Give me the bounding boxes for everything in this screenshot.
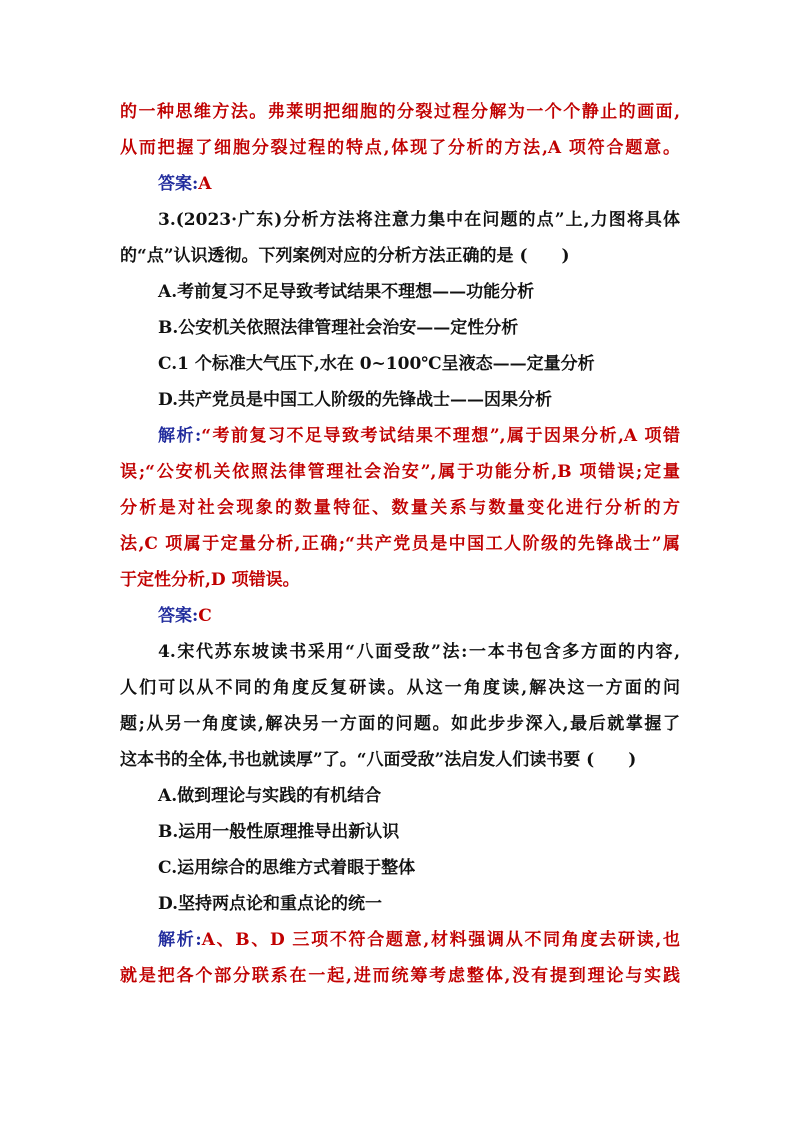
answer-label: 答案: <box>158 174 199 194</box>
option-d: D.坚持两点论和重点论的统一 <box>158 894 383 914</box>
option-c: C.运用综合的思维方式着眼于整体 <box>158 858 416 878</box>
analysis-line: 于定性分析,D 项错误。 <box>120 570 300 590</box>
explanation-line: 的一种思维方法。弗莱明把细胞的分裂过程分解为一个个静止的画面, <box>120 102 680 122</box>
analysis-label: 解析: <box>158 426 202 446</box>
analysis-line: 法,C 项属于定量分析,正确;“共产党员是中国工人阶级的先锋战士”属 <box>120 534 680 554</box>
option-d: D.共产党员是中国工人阶级的先锋战士——因果分析 <box>158 390 553 410</box>
answer-line <box>120 598 680 634</box>
document-page <box>120 94 680 994</box>
analysis-label: 解析: <box>158 930 202 950</box>
option-b: B.运用一般性原理推导出新认识 <box>158 822 400 842</box>
explanation-line: 从而把握了细胞分裂过程的特点,体现了分析的方法,A 项符合题意。 <box>120 138 680 158</box>
question-stem-line: 3.(2023·广东)分析方法将注意力集中在问题的点”上,力图将具体 <box>158 210 680 230</box>
answer-value: C <box>198 606 212 626</box>
answer-value: A <box>198 174 212 194</box>
analysis-line: 就是把各个部分联系在一起,进而统筹考虑整体,没有提到理论与实践 <box>120 966 680 986</box>
option-c: C.1 个标准大气压下,水在 0~100℃呈液态——定量分析 <box>158 354 595 374</box>
question-stem-line: 的“点”认识透彻。下列案例对应的分析方法正确的是 ( ) <box>120 246 570 266</box>
answer-line <box>120 166 680 202</box>
analysis-line <box>120 418 680 454</box>
analysis-line: 误;“公安机关依照法律管理社会治安”,属于功能分析,B 项错误;定量 <box>120 462 680 482</box>
analysis-line: 分析是对社会现象的数量特征、数量关系与数量变化进行分析的方 <box>120 498 680 518</box>
analysis-line <box>120 922 680 958</box>
option-a: A.做到理论与实践的有机结合 <box>158 786 382 806</box>
option-a: A.考前复习不足导致考试结果不理想——功能分析 <box>158 282 535 302</box>
question-stem-line: 人们可以从不同的角度反复研读。从这一角度读,解决这一方面的问 <box>120 678 680 698</box>
answer-label: 答案: <box>158 606 199 626</box>
question-stem-line: 这本书的全体,书也就读厚”了。“八面受敌”法启发人们读书要 ( ) <box>120 750 637 770</box>
question-stem-line: 题;从另一角度读,解决另一方面的问题。如此步步深入,最后就掌握了 <box>120 714 680 734</box>
option-b: B.公安机关依照法律管理社会治安——定性分析 <box>158 318 519 338</box>
analysis-text: A、B、D 三项不符合题意,材料强调从不同角度去研读,也 <box>201 930 680 950</box>
question-stem-line: 4.宋代苏东坡读书采用“八面受敌”法:一本书包含多方面的内容, <box>158 642 680 662</box>
analysis-text: “考前复习不足导致考试结果不理想”,属于因果分析,A 项错 <box>201 426 680 446</box>
